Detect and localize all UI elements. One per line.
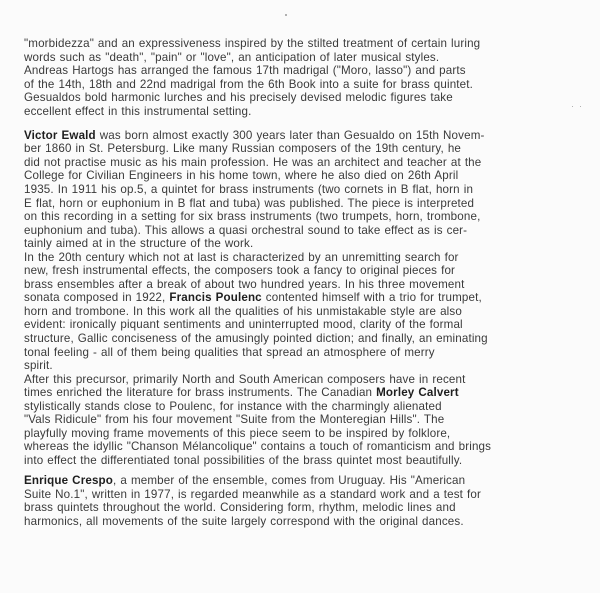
paragraph bbox=[24, 37, 491, 118]
text-line bbox=[24, 169, 491, 183]
line-text: "morbidezza" and an expressiveness inspired by the stilted treatment of certain luring bbox=[24, 37, 481, 50]
line-text: whereas the idyllic "Chanson Mélancolique" contains a touch of romanticism and brings bbox=[24, 440, 492, 454]
line-text: was born almost exactly 300 years later than Gesualdo on 15th Novem- bbox=[95, 128, 485, 142]
text-line bbox=[24, 359, 491, 373]
line-text: E flat, horn or euphonium in B flat and tuba) was published. The piece is interpreted bbox=[24, 196, 475, 210]
line-text: brass ensembles after a break of about two hundred years. In his three movement bbox=[24, 277, 465, 291]
line-text: playfully moving frame movements of this piece seem to be inspired by folklore, bbox=[24, 426, 451, 440]
composer-name: Enrique Crespo bbox=[24, 473, 114, 487]
text-line bbox=[24, 413, 491, 427]
line-text: stylistically stands close to Poulenc, for instance with the charmingly alienated bbox=[24, 399, 442, 413]
text-line bbox=[24, 373, 491, 387]
text-line bbox=[24, 515, 491, 529]
line-text: spirit. bbox=[24, 359, 53, 373]
line-text: 1935. In 1911 his op.5, a quintet for brass instruments (two cornets in B flat, horn in bbox=[24, 182, 474, 196]
text-line bbox=[24, 264, 491, 278]
text-line bbox=[24, 37, 491, 51]
line-text: did not practise music as his main profession. He was an architect and teacher at the bbox=[24, 155, 482, 169]
text-line bbox=[24, 251, 491, 265]
text-line bbox=[24, 386, 491, 400]
text-line bbox=[24, 197, 491, 211]
text-line bbox=[24, 91, 491, 105]
paragraph bbox=[24, 474, 491, 528]
text-line bbox=[24, 305, 491, 319]
composer-name: Morley Calvert bbox=[376, 386, 459, 400]
text-line bbox=[24, 183, 491, 197]
composer-name: Victor Ewald bbox=[24, 128, 96, 142]
text-line bbox=[24, 210, 491, 224]
text-line bbox=[24, 78, 491, 92]
line-text: new, fresh instrumental effects, the composers took a fancy to original pieces for bbox=[24, 264, 456, 278]
text-line bbox=[24, 64, 491, 78]
scan-speck bbox=[572, 106, 573, 107]
text-line bbox=[24, 237, 491, 251]
line-text: on this recording in a setting for six brass instruments (two trumpets, horn, trombone, bbox=[24, 210, 481, 224]
line-text: brass quintets throughout the world. Considering form, rhythm, melodic lines and bbox=[24, 501, 456, 515]
line-text: sonata composed in 1922, bbox=[24, 291, 170, 305]
line-text: "Vals Ridicule" from his four movement "Suite from the Monteregian Hills". The bbox=[24, 413, 445, 427]
document-page bbox=[24, 37, 491, 528]
text-line bbox=[24, 278, 491, 292]
text-line bbox=[24, 318, 491, 332]
line-text: eccellent effect in this instrumental setting. bbox=[24, 104, 252, 118]
text-line bbox=[24, 142, 491, 156]
text-line bbox=[24, 156, 491, 170]
text-line bbox=[24, 427, 491, 441]
line-text: times enriched the literature for brass instruments. The Canadian bbox=[24, 386, 377, 400]
text-line bbox=[24, 346, 491, 360]
text-line bbox=[24, 440, 491, 454]
line-text: euphonium and tuba). This allows a quasi orchestral sound to take effect as is cer- bbox=[24, 223, 468, 237]
line-text: of the 14th, 18th and 22nd madrigal from the 6th Book into a suite for brass quintet. bbox=[24, 77, 474, 91]
line-text: tainly aimed at in the structure of the work. bbox=[24, 237, 254, 251]
line-text: In the 20th century which not at last is characterized by an unremitting search for bbox=[24, 250, 459, 264]
line-text: tonal feeling - all of them being qualities that spread an atmosphere of merry bbox=[24, 345, 435, 359]
text-line bbox=[24, 129, 491, 143]
line-text: After this precursor, primarily North and South American composers have in recent bbox=[24, 372, 466, 386]
line-text: into effect the differentiated tonal possibilities of the brass quintet most beautifully. bbox=[24, 453, 463, 467]
line-text: horn and trombone. In this work all the qualities of his unmistakable style are also bbox=[24, 304, 462, 318]
text-line bbox=[24, 332, 491, 346]
line-text: , a member of the ensemble, comes from Uruguay. His "American bbox=[113, 473, 466, 487]
text-line bbox=[24, 488, 491, 502]
paragraph bbox=[24, 129, 491, 468]
text-line bbox=[24, 51, 491, 65]
line-text: College for Civilian Engineers in his home town, where he also died on 26th April bbox=[24, 169, 459, 183]
line-text: Andreas Hartogs has arranged the famous 17th madrigal ("Moro, lasso") and parts bbox=[24, 64, 466, 78]
composer-name: Francis Poulenc bbox=[169, 291, 262, 305]
line-text: harmonics, all movements of the suite largely correspond with the original dances. bbox=[24, 514, 464, 528]
text-line bbox=[24, 291, 491, 305]
scan-speck bbox=[580, 106, 581, 107]
text-line bbox=[24, 454, 491, 468]
line-text: ber 1860 in St. Petersburg. Like many Russian composers of the 19th century, he bbox=[24, 142, 462, 156]
text-line bbox=[24, 474, 491, 488]
line-text: words such as "death", "pain" or "love", an anticipation of later musical styles. bbox=[24, 50, 440, 64]
text-line bbox=[24, 501, 491, 515]
text-line bbox=[24, 105, 491, 119]
line-text: Gesualdos bold harmonic lurches and his precisely devised melodic figures take bbox=[24, 91, 453, 105]
text-line bbox=[24, 400, 491, 414]
line-text: Suite No.1", written in 1977, is regarded meanwhile as a standard work and a test for bbox=[24, 487, 482, 501]
scan-speck bbox=[285, 14, 287, 16]
text-line bbox=[24, 224, 491, 238]
line-text: contented himself with a trio for trumpet, bbox=[261, 291, 482, 305]
line-text: structure, Gallic conciseness of the amusingly pointed diction; and finally, an eminating bbox=[24, 331, 488, 345]
line-text: evident: ironically piquant sentiments and uninterrupted mood, clarity of the formal bbox=[24, 318, 463, 332]
